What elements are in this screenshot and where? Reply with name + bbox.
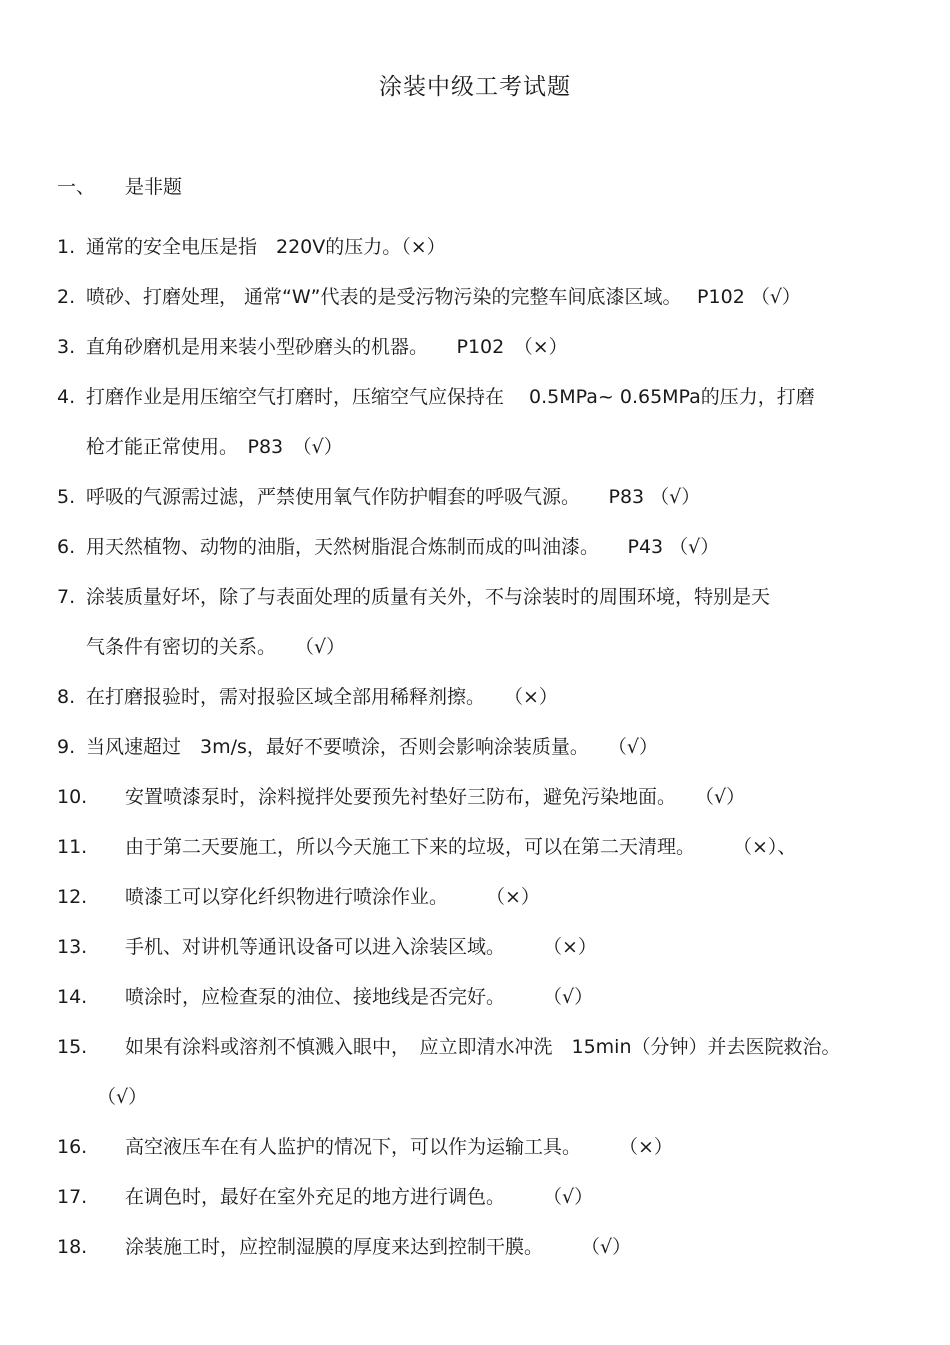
question-text: 安置喷漆泵时，涂料搅拌处要预先衬垫好三防布，避免污染地面。 （√）	[125, 786, 746, 808]
question-text: 用天然植物、动物的油脂，天然树脂混合炼制而成的叫油漆。 P43 （√）	[86, 536, 720, 558]
section-label: 是非题	[125, 176, 183, 198]
question-text: 在调色时，最好在室外充足的地方进行调色。 （√）	[125, 1186, 594, 1208]
question-number: 9.	[57, 736, 76, 758]
question-item	[57, 522, 897, 572]
question-item	[57, 372, 897, 472]
question-item	[57, 472, 897, 522]
question-text: 直角砂磨机是用来装小型砂磨头的机器。 P102 （×）	[86, 336, 568, 358]
question-item	[57, 1222, 897, 1272]
question-number: 4.	[57, 386, 76, 408]
question-text: 由于第二天要施工，所以今天施工下来的垃圾，可以在第二天清理。 （×）、	[125, 836, 797, 858]
question-number: 11.	[57, 836, 88, 858]
question-text: 打磨作业是用压缩空气打磨时，压缩空气应保持在 0.5MPa~ 0.65MPa的压力，打磨	[86, 386, 815, 408]
question-item	[57, 872, 897, 922]
question-text: 涂装质量好坏，除了与表面处理的质量有关外，不与涂装时的周围环境，特别是天	[86, 586, 771, 608]
section-number: 一、	[57, 176, 96, 198]
question-item	[57, 1172, 897, 1222]
question-number: 10.	[57, 786, 88, 808]
question-text: 手机、对讲机等通讯设备可以进入涂装区域。 （×）	[125, 936, 597, 958]
question-text: 高空液压车在有人监护的情况下，可以作为运输工具。 （×）	[125, 1136, 673, 1158]
question-number: 15.	[57, 1036, 88, 1058]
page-title: 涂装中级工考试题	[379, 74, 571, 100]
question-item	[57, 672, 897, 722]
question-number: 16.	[57, 1136, 88, 1158]
question-text: 涂装施工时，应控制湿膜的厚度来达到控制干膜。 （√）	[125, 1236, 632, 1258]
question-number: 2.	[57, 286, 76, 308]
question-text: 通常的安全电压是指 220V的压力。（×）	[86, 236, 446, 258]
question-text: 当风速超过 3m/s，最好不要喷涂，否则会影响涂装质量。 （√）	[86, 736, 659, 758]
question-item	[57, 722, 897, 772]
question-item	[57, 1022, 897, 1122]
question-list	[57, 222, 897, 1272]
question-item	[57, 972, 897, 1022]
question-text-continued: （√）	[97, 1086, 148, 1108]
question-item	[57, 572, 897, 672]
question-number: 5.	[57, 486, 76, 508]
question-item	[57, 272, 897, 322]
question-text: 喷漆工可以穿化纤织物进行喷涂作业。 （×）	[125, 886, 540, 908]
question-text: 如果有涂料或溶剂不慎溅入眼中， 应立即清水冲洗 15min（分钟）并去医院救治。	[125, 1036, 841, 1058]
question-text-continued: 气条件有密切的关系。 （√）	[86, 636, 346, 658]
question-text: 呼吸的气源需过滤，严禁使用氧气作防护帽套的呼吸气源。 P83 （√）	[86, 486, 701, 508]
question-number: 3.	[57, 336, 76, 358]
question-number: 1.	[57, 236, 76, 258]
question-text: 喷涂时，应检查泵的油位、接地线是否完好。 （√）	[125, 986, 594, 1008]
question-number: 18.	[57, 1236, 88, 1258]
question-number: 8.	[57, 686, 76, 708]
question-text-continued: 枪才能正常使用。 P83 （√）	[86, 436, 343, 458]
question-text: 喷砂、打磨处理， 通常“W”代表的是受污物污染的完整车间底漆区域。 P102 （√）	[86, 286, 801, 308]
question-item	[57, 1122, 897, 1172]
question-item	[57, 822, 897, 872]
question-number: 17.	[57, 1186, 88, 1208]
question-number: 7.	[57, 586, 76, 608]
question-number: 13.	[57, 936, 88, 958]
question-item	[57, 222, 897, 272]
question-item	[57, 772, 897, 822]
question-number: 12.	[57, 886, 88, 908]
question-text: 在打磨报验时，需对报验区域全部用稀释剂擦。 （×）	[86, 686, 558, 708]
question-item	[57, 322, 897, 372]
question-number: 6.	[57, 536, 76, 558]
section-heading	[57, 172, 182, 199]
question-item	[57, 922, 897, 972]
question-number: 14.	[57, 986, 88, 1008]
